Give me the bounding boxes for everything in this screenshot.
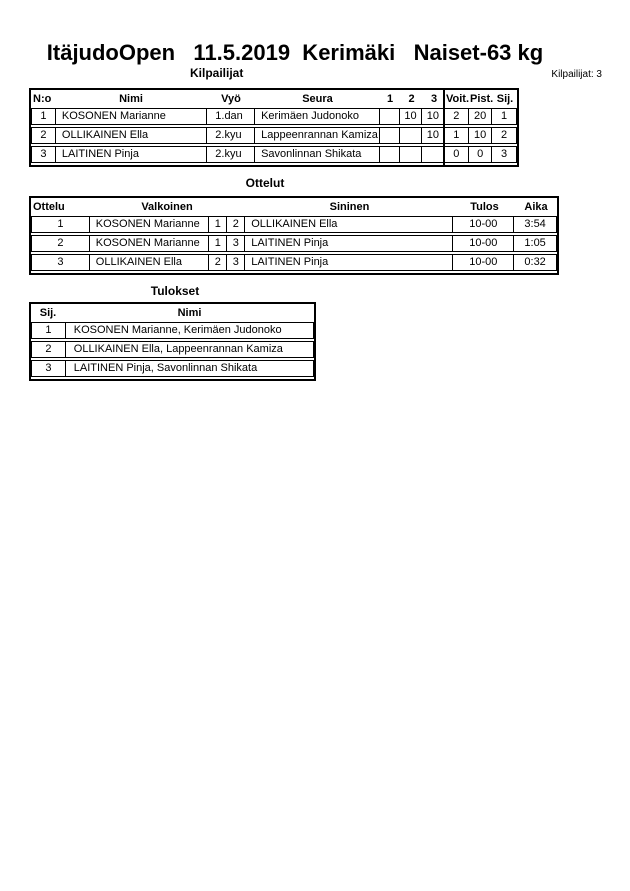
section-heading-ottelut: Ottelut <box>245 176 285 190</box>
table-row <box>31 254 557 271</box>
cell-round1 <box>380 147 400 162</box>
kilpailijat-header-row <box>31 90 517 108</box>
cell-round3: 10 <box>422 109 444 124</box>
cell-result: 10-00 <box>453 236 514 251</box>
cell-name: OLLIKAINEN Ella, Lappeenrannan Kamiza <box>73 343 283 355</box>
cell-nimi: KOSONEN Marianne <box>56 109 207 124</box>
table-row <box>31 341 314 358</box>
table-row <box>31 322 314 339</box>
col-header-nimi: Nimi <box>177 307 202 319</box>
cell-sij: 2 <box>500 129 508 141</box>
col-header-no: N:o <box>33 93 52 105</box>
cell-round2 <box>400 147 423 162</box>
cell-blue-name: LAITINEN Pinja <box>245 236 453 251</box>
table-row <box>31 127 517 144</box>
cell-round3: 10 <box>422 128 444 143</box>
competitors-count: Kilpailijat: 3 <box>551 69 602 80</box>
table-tulokset <box>29 302 316 381</box>
col-header-valkoinen: Valkoinen <box>141 201 193 213</box>
cell-vyo: 2.kyu <box>207 147 255 162</box>
cell-match-no: 1 <box>32 217 90 232</box>
col-header-pist: Pist. <box>470 93 493 105</box>
cell-name: KOSONEN Marianne, Kerimäen Judonoko <box>73 324 282 336</box>
col-header-aika: Aika <box>524 201 548 213</box>
cell-match-no: 3 <box>32 255 90 270</box>
cell-blue-no: 2 <box>227 217 245 232</box>
col-header-nimi: Nimi <box>119 93 143 105</box>
cell-round2: 10 <box>400 109 423 124</box>
col-header-seura: Seura <box>302 93 333 105</box>
cell-no: 3 <box>32 147 56 162</box>
cell-place: 2 <box>32 342 66 357</box>
table-row <box>31 146 517 163</box>
cell-nimi: OLLIKAINEN Ella <box>56 128 207 143</box>
col-header-tulos: Tulos <box>470 201 499 213</box>
col-header-round2: 2 <box>408 93 415 105</box>
col-header-ottelu: Ottelu <box>33 201 65 213</box>
cell-sij: 1 <box>500 110 508 122</box>
cell-seura: Savonlinnan Shikata <box>255 147 379 162</box>
cell-pist: 0 <box>469 147 492 162</box>
cell-blue-no: 3 <box>227 255 245 270</box>
col-header-sij: Sij. <box>496 93 514 105</box>
tulokset-header-row <box>31 304 314 322</box>
table-row <box>31 235 557 252</box>
cell-voit: 0 <box>444 147 469 162</box>
cell-vyo: 1.dan <box>207 109 255 124</box>
table-row <box>31 360 314 377</box>
cell-time: 1:05 <box>524 237 546 249</box>
cell-voit: 2 <box>444 109 469 124</box>
col-header-sininen: Sininen <box>329 201 370 213</box>
section-heading-kilpailijat: Kilpailijat <box>190 66 244 80</box>
cell-place: 3 <box>32 361 66 376</box>
cell-round1 <box>380 109 400 124</box>
cell-blue-name: LAITINEN Pinja <box>245 255 453 270</box>
table-ottelut <box>29 196 559 275</box>
cell-time: 0:32 <box>524 256 546 268</box>
cell-round2 <box>400 128 423 143</box>
cell-seura: Lappeenrannan Kamiza <box>255 128 379 143</box>
cell-pist: 10 <box>469 128 492 143</box>
cell-voit: 1 <box>444 128 469 143</box>
cell-name: LAITINEN Pinja, Savonlinnan Shikata <box>73 362 258 374</box>
cell-match-no: 2 <box>32 236 90 251</box>
cell-no: 2 <box>32 128 56 143</box>
table-row <box>31 108 517 125</box>
page-title: ItäjudoOpen 11.5.2019 Kerimäki Naiset-63 kg <box>46 40 544 65</box>
col-header-voit: Voit. <box>445 93 469 105</box>
cell-seura: Kerimäen Judonoko <box>255 109 379 124</box>
cell-white-name: OLLIKAINEN Ella <box>90 255 210 270</box>
cell-white-no: 1 <box>209 217 227 232</box>
cell-round3 <box>422 147 444 162</box>
cell-sij: 3 <box>500 148 508 160</box>
cell-round1 <box>380 128 400 143</box>
col-header-vyo: Vyö <box>221 93 241 105</box>
cell-pist: 20 <box>469 109 492 124</box>
cell-white-name: KOSONEN Marianne <box>90 236 210 251</box>
cell-time: 3:54 <box>524 218 546 230</box>
cell-no: 1 <box>32 109 56 124</box>
cell-blue-name: OLLIKAINEN Ella <box>245 217 453 232</box>
section-heading-tulokset: Tulokset <box>150 284 200 298</box>
cell-blue-no: 3 <box>227 236 245 251</box>
cell-place: 1 <box>32 323 66 338</box>
cell-vyo: 2.kyu <box>207 128 255 143</box>
table-kilpailijat <box>29 88 519 167</box>
cell-white-no: 2 <box>209 255 227 270</box>
table-row <box>31 216 557 233</box>
ottelut-header-row <box>31 198 557 216</box>
cell-result: 10-00 <box>453 217 514 232</box>
col-header-round3: 3 <box>430 93 438 105</box>
col-header-sij: Sij. <box>39 307 57 319</box>
col-header-round1: 1 <box>386 93 394 105</box>
cell-nimi: LAITINEN Pinja <box>56 147 207 162</box>
cell-white-no: 1 <box>209 236 227 251</box>
cell-result: 10-00 <box>453 255 514 270</box>
cell-white-name: KOSONEN Marianne <box>90 217 210 232</box>
